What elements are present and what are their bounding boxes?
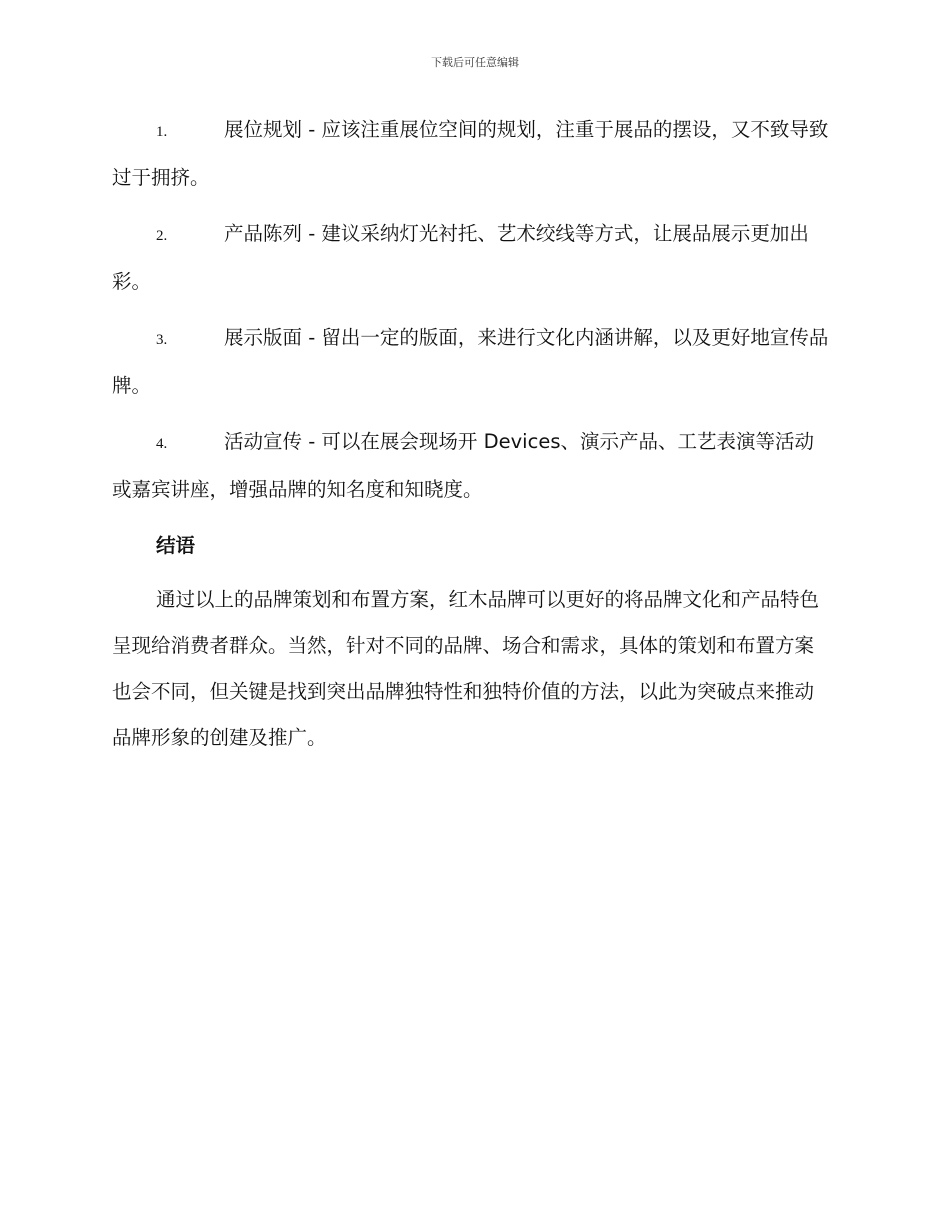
page-header: 下载后可任意编辑 [431,56,519,69]
list-item-number: 4. [156,436,168,452]
list-item-text: 展示版面 - 留出一定的版面，来进行文化内涵讲解，以及更好地宣传品牌。 [112,326,829,397]
list-item [112,419,832,513]
list-item [112,211,832,305]
list-item-number: 3. [156,332,168,348]
list-item-number: 2. [156,228,168,244]
list-item-text: 产品陈列 - 建议采纳灯光衬托、艺术绞线等方式，让展品展示更加出彩。 [112,222,809,293]
list-item [112,107,832,201]
section-heading: 结语 [156,534,196,557]
list-item-text: 活动宣传 - 可以在展会现场开 Devices、演示产品、工艺表演等活动或嘉宾讲座，增强品牌的知名度和知晓度。 [112,430,814,501]
document-body [112,107,832,761]
list-item [112,315,832,409]
list-item-number: 1. [156,124,168,140]
conclusion-paragraph: 通过以上的品牌策划和布置方案，红木品牌可以更好的将品牌文化和产品特色呈现给消费者群众。当然，针对不同的品牌、场合和需求，具体的策划和布置方案也会不同，但关键是找到突出品牌独特性和独特价值的方法，以此为突破点来推动品牌形象的创建及推广。 [112,588,820,749]
list-item-text: 展位规划 - 应该注重展位空间的规划，注重于展品的摆设，又不致导致过于拥挤。 [112,118,829,189]
